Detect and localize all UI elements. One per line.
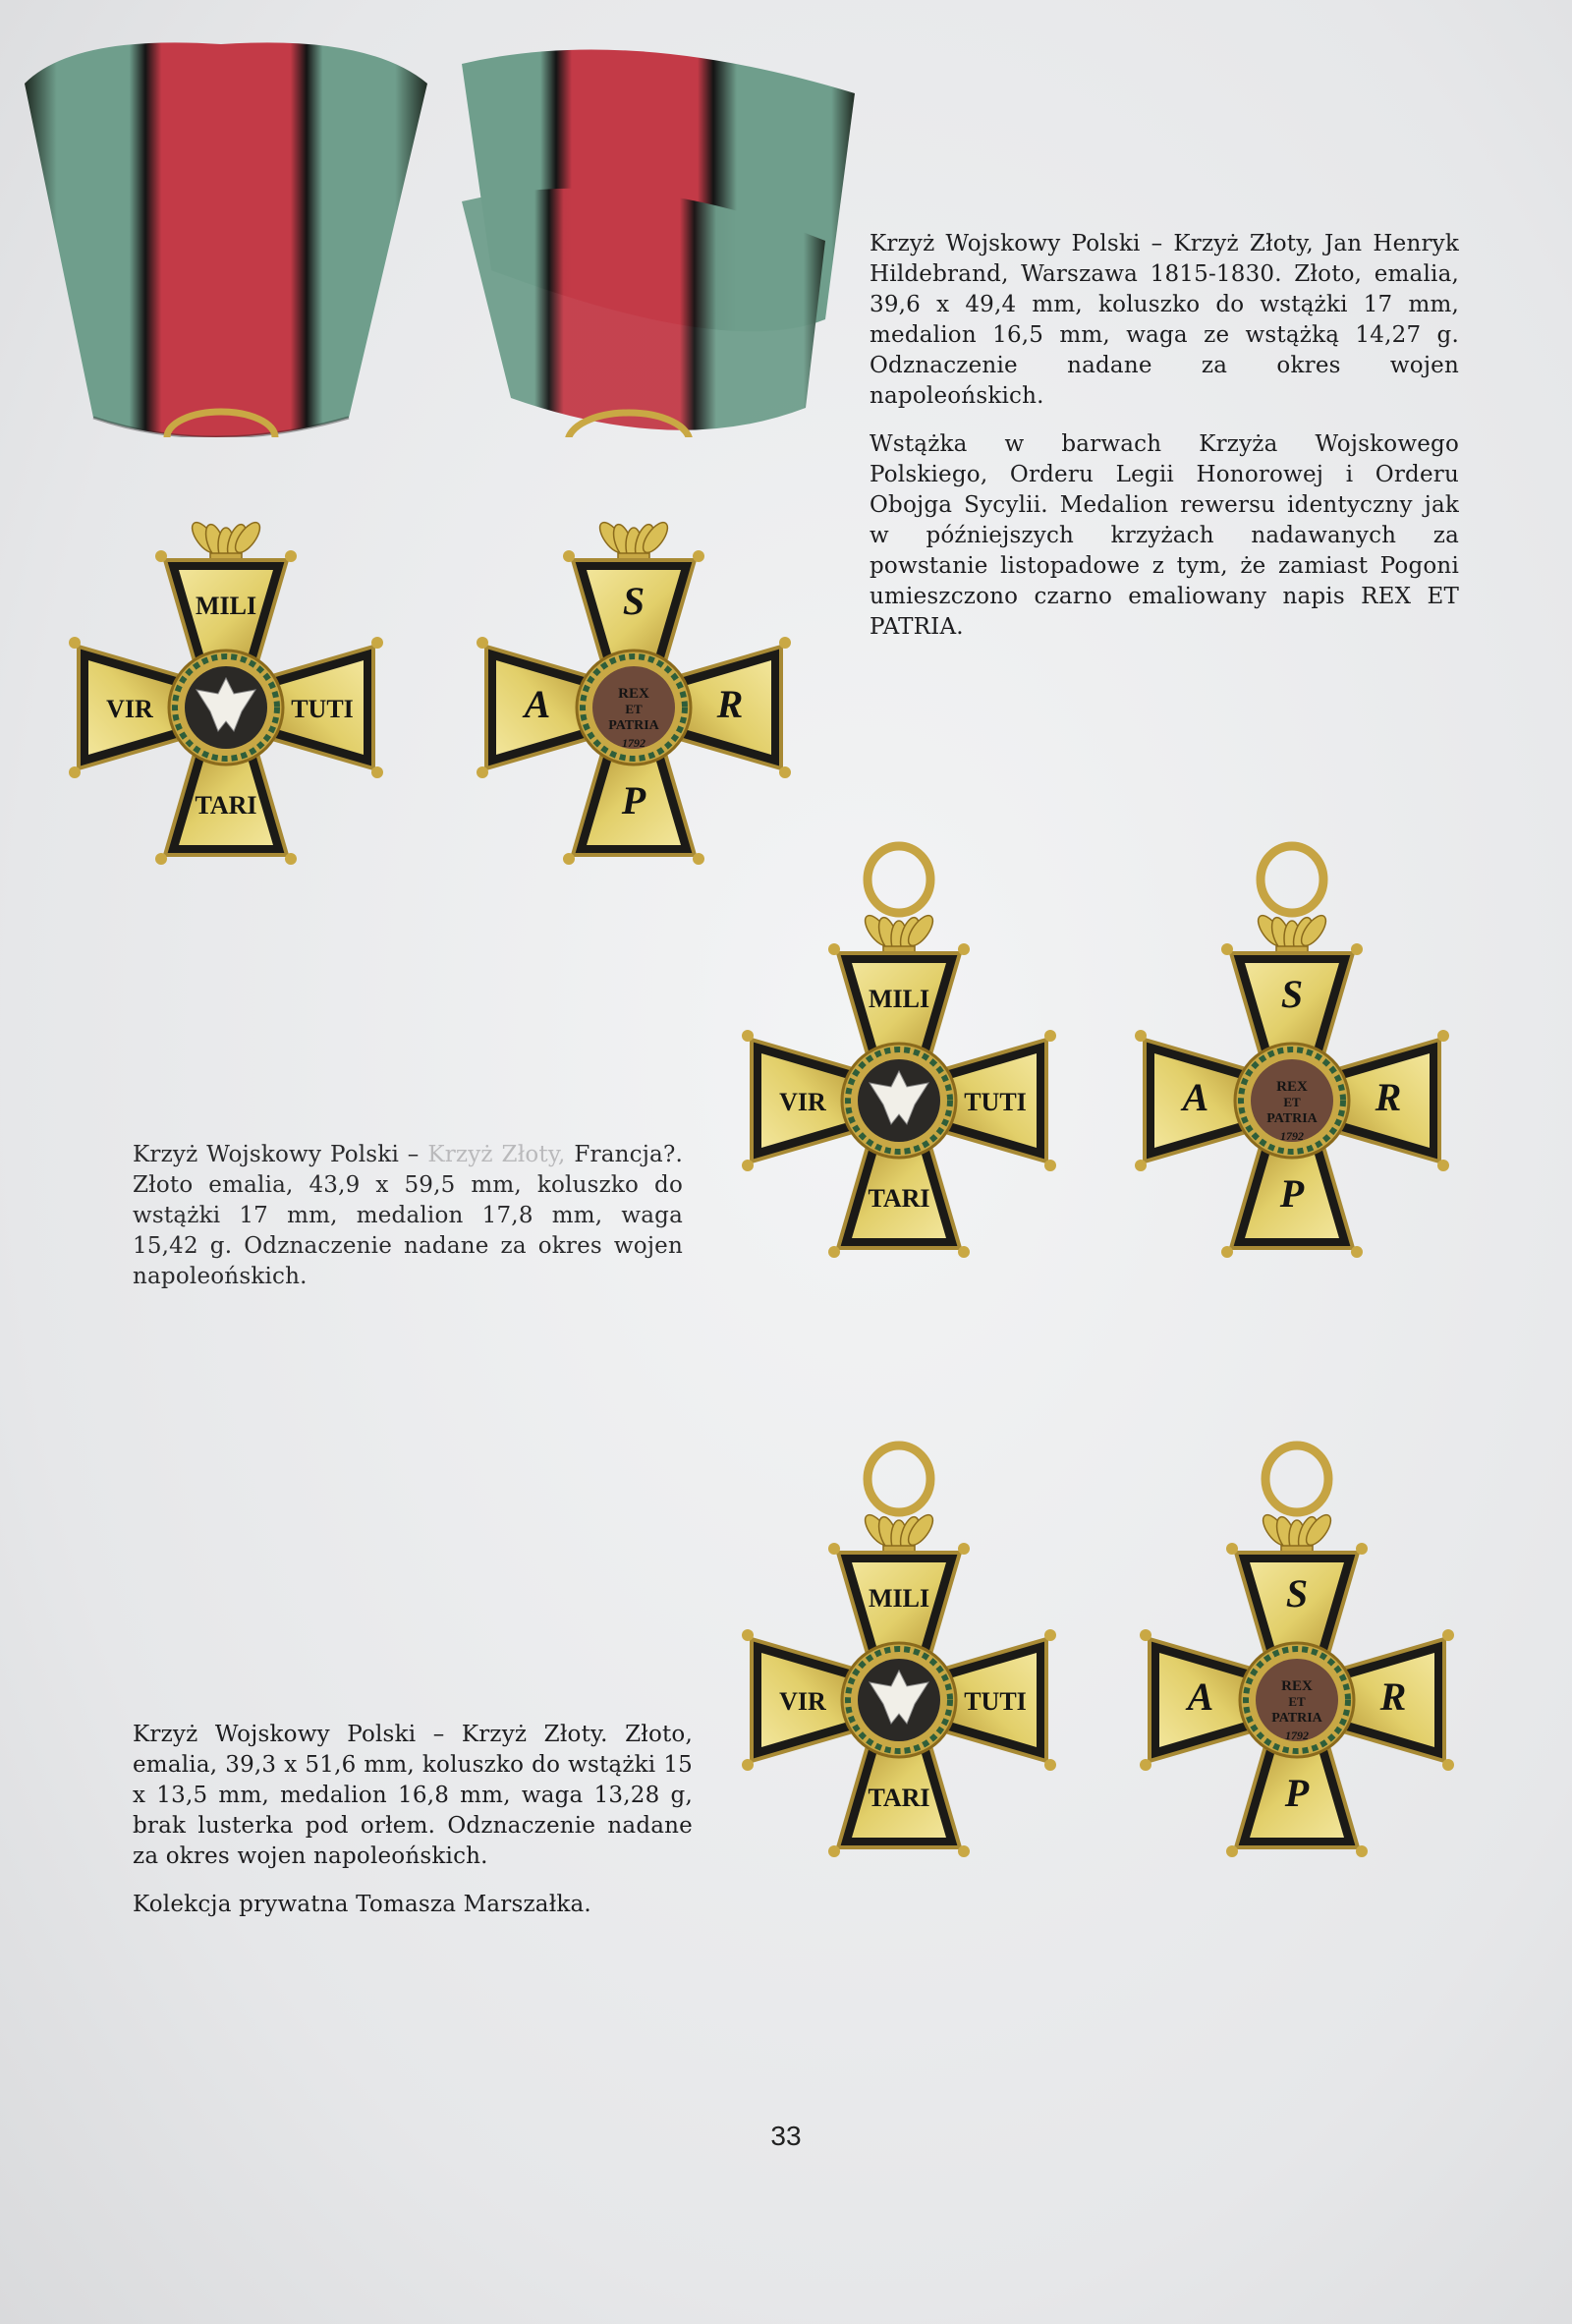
arm-inscription-right: TUTI bbox=[291, 695, 354, 723]
medallion-year: 1792 bbox=[1280, 1129, 1304, 1143]
ribbon-left bbox=[15, 25, 437, 437]
arm-inscription-bottom: P bbox=[1284, 1771, 1310, 1815]
medallion-line-2: ET bbox=[1283, 1095, 1301, 1109]
arm-inscription-bottom: P bbox=[621, 778, 646, 822]
suspension-ring bbox=[1265, 1445, 1328, 1512]
caption-third-paragraph-1: Krzyż Wojskowy Polski – Krzyż Złoty. Złoto, emalia, 39,3 x 51,6 mm, koluszko do wstążki 15 x 13,5 mm, medalion 16,8 mm, waga 13,28 g, brak lusterka pod orłem. Odznaczenie nadane za okres wojen napoleońskich. bbox=[133, 1722, 693, 1869]
ribbon-right bbox=[432, 25, 865, 437]
medallion-line-3: PATRIA bbox=[1266, 1111, 1318, 1126]
central-medallion bbox=[1235, 1044, 1349, 1158]
arm-inscription-left: VIR bbox=[779, 1088, 826, 1116]
arm-inscription-top: MILI bbox=[868, 1584, 930, 1613]
caption-first-paragraph-2: Wstążka w barwach Krzyża Wojskowego Polskiego, Orderu Legii Honorowej i Orderu Obojga Sycylii. Medalion rewersu identyczny jak w późniejszych krzyżach nadawanych za powstanie listopadowe z tym, że zamiast Pogoni umieszczono czarno emaliowany napis REX ET PATRIA. bbox=[870, 431, 1459, 640]
cross-obverse-svg bbox=[712, 1440, 1086, 1901]
central-medallion bbox=[842, 1643, 956, 1757]
central-medallion bbox=[169, 651, 283, 765]
caption-first-paragraph-1: Krzyż Wojskowy Polski – Krzyż Złoty, Jan Henryk Hildebrand, Warszawa 1815-1830. Złoto, emalia, 39,6 x 49,4 mm, koluszko do wstążki 17 mm, medalion 16,5 mm, waga ze wstążką 14,27 g. Odznaczenie nadane za okres wojen napoleońskich. bbox=[870, 231, 1459, 409]
arm-inscription-top: MILI bbox=[195, 592, 257, 620]
medallion-year: 1792 bbox=[1285, 1729, 1309, 1742]
suspension-ring bbox=[868, 1445, 930, 1512]
cross-2-reverse bbox=[1105, 840, 1479, 1302]
medallion-line-3: PATRIA bbox=[608, 718, 659, 733]
arm-inscription-left: A bbox=[1182, 1075, 1209, 1119]
medallion-line-2: ET bbox=[625, 702, 643, 716]
caption-second-text-start: Krzyż Wojskowy Polski – bbox=[133, 1142, 428, 1167]
central-medallion bbox=[577, 651, 691, 765]
arm-inscription-bottom: P bbox=[1279, 1171, 1305, 1216]
arm-inscription-bottom: TARI bbox=[868, 1184, 930, 1213]
arm-inscription-top: S bbox=[622, 579, 646, 623]
medallion-line-1: REX bbox=[1281, 1678, 1313, 1694]
page-number: 33 bbox=[770, 2121, 802, 2151]
caption-second-text-faded: Krzyż Złoty, bbox=[427, 1142, 566, 1167]
central-medallion bbox=[1240, 1643, 1354, 1757]
medallion-line-3: PATRIA bbox=[1271, 1711, 1322, 1726]
medallion-line-2: ET bbox=[1288, 1694, 1306, 1709]
arm-inscription-right: TUTI bbox=[964, 1687, 1027, 1716]
arm-inscription-right: R bbox=[1379, 1674, 1407, 1719]
arm-inscription-top: S bbox=[1280, 972, 1304, 1016]
cross-3-obverse bbox=[712, 1440, 1086, 1901]
arm-inscription-top: MILI bbox=[868, 985, 930, 1013]
caption-third-paragraph-2: Kolekcja prywatna Tomasza Marszałka. bbox=[133, 1892, 591, 1917]
arm-inscription-bottom: TARI bbox=[868, 1784, 930, 1812]
caption-second bbox=[133, 1140, 683, 1310]
arm-inscription-right: TUTI bbox=[964, 1088, 1027, 1116]
cross-reverse-svg bbox=[1105, 840, 1479, 1302]
caption-first bbox=[870, 229, 1459, 660]
cross-obverse-svg bbox=[39, 447, 413, 909]
arm-inscription-top: S bbox=[1285, 1571, 1309, 1615]
suspension-ring bbox=[868, 846, 930, 913]
arm-inscription-left: VIR bbox=[779, 1687, 826, 1716]
arm-inscription-left: A bbox=[524, 682, 551, 726]
caption-second-text-end: Francja?. Złoto emalia, 43,9 x 59,5 mm, koluszko do wstążki 17 mm, medalion 17,8 mm, waga 15,42 g. Odznaczenie nadane za okres wojen napoleońskich. bbox=[133, 1142, 683, 1289]
central-medallion bbox=[842, 1044, 956, 1158]
cross-obverse-svg bbox=[712, 840, 1086, 1302]
medallion-line-1: REX bbox=[618, 686, 649, 702]
arm-inscription-right: R bbox=[716, 682, 744, 726]
arm-inscription-right: R bbox=[1375, 1075, 1402, 1119]
cross-reverse-svg bbox=[1110, 1440, 1484, 1901]
medallion-year: 1792 bbox=[622, 736, 646, 750]
arm-inscription-left: VIR bbox=[106, 695, 153, 723]
arm-inscription-bottom: TARI bbox=[195, 791, 257, 820]
cross-2-obverse bbox=[712, 840, 1086, 1302]
cross-3-reverse bbox=[1110, 1440, 1484, 1901]
cross-1-obverse bbox=[39, 447, 413, 909]
arm-inscription-left: A bbox=[1187, 1674, 1214, 1719]
medallion-line-1: REX bbox=[1276, 1079, 1308, 1095]
suspension-ring bbox=[1261, 846, 1323, 913]
caption-third bbox=[133, 1720, 693, 1938]
